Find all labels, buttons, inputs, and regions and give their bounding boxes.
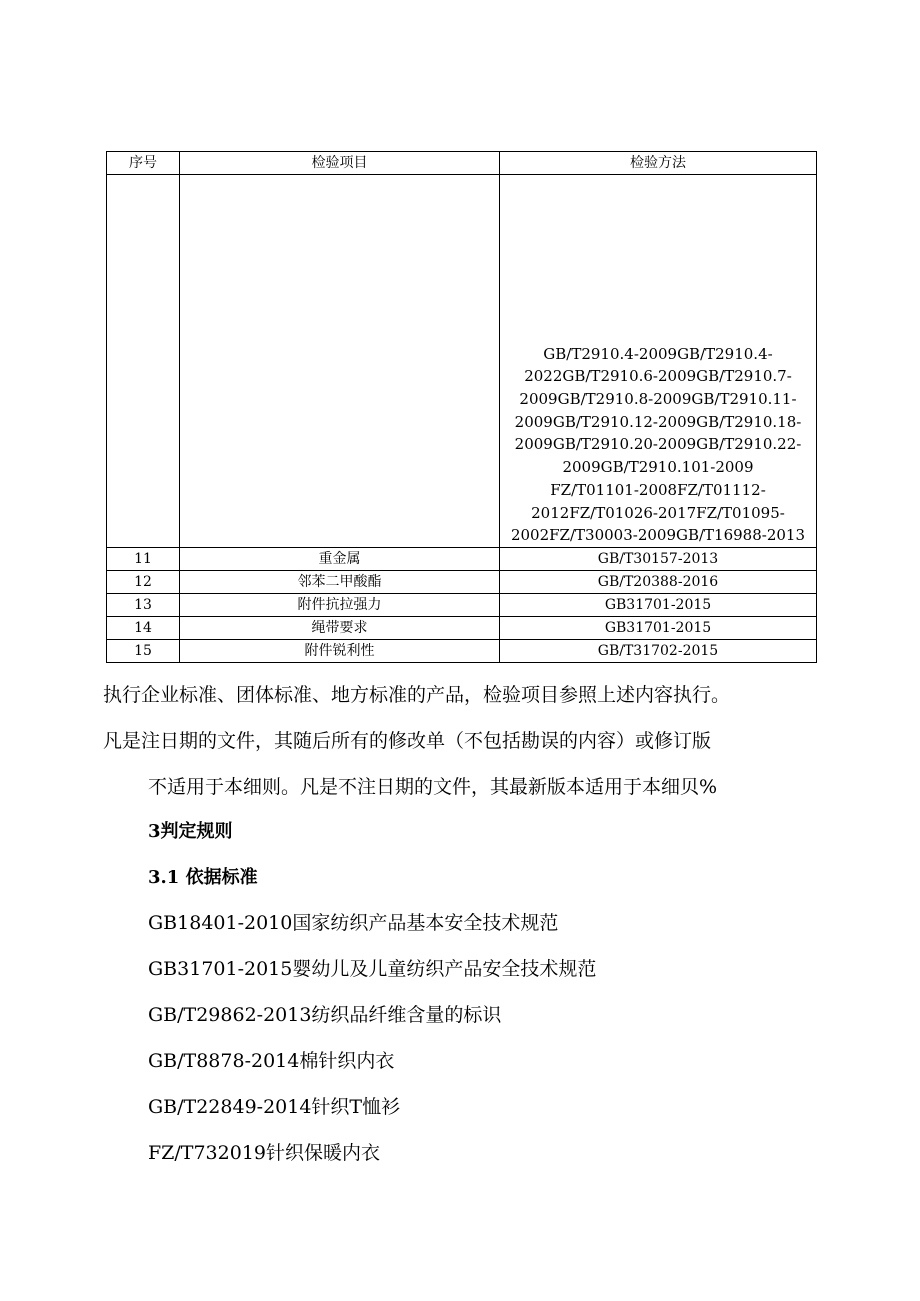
subsection-heading: 3.1 依据标准 xyxy=(148,867,258,888)
standard-item: GB/T22849-2014针织T恤衫 xyxy=(148,1096,401,1118)
method-line: 2022GB/T2910.6-2009GB/T2910.7- xyxy=(524,367,792,386)
table-row xyxy=(107,548,817,571)
table-row xyxy=(107,175,817,548)
table-header-row xyxy=(107,152,817,175)
method-line: 2009GB/T2910.8-2009GB/T2910.11- xyxy=(519,390,797,409)
method-line: 2009GB/T2910.20-2009GB/T2910.22- xyxy=(514,435,802,454)
cell-method: GB/T20388-2016 xyxy=(500,571,817,594)
cell-serial: 14 xyxy=(107,617,180,640)
standard-item: GB18401-2010国家纺织产品基本安全技术规范 xyxy=(148,912,559,934)
cell-item: 附件锐利性 xyxy=(180,640,500,663)
cell-method xyxy=(500,175,817,548)
table-row xyxy=(107,640,817,663)
cell-serial xyxy=(107,175,180,548)
standard-item: GB/T29862-2013纺织品纤维含量的标识 xyxy=(148,1004,502,1026)
cell-item: 附件抗拉强力 xyxy=(180,594,500,617)
method-lines xyxy=(500,343,816,547)
cell-item: 绳带要求 xyxy=(180,617,500,640)
paragraph-undated-docs: 不适用于本细则。凡是不注日期的文件，其最新版本适用于本细贝% xyxy=(148,776,718,798)
standard-item: FZ/T732019针织保暖内衣 xyxy=(148,1142,380,1164)
paragraph-scope: 执行企业标准、团体标准、地方标准的产品，检验项目参照上述内容执行。 xyxy=(103,684,731,706)
method-line: 2002FZ/T30003-2009GB/T16988-2013 xyxy=(510,526,806,545)
table-row xyxy=(107,617,817,640)
method-line: 2009GB/T2910.101-2009 xyxy=(562,458,754,477)
method-line: 2012FZ/T01026-2017FZ/T01095- xyxy=(531,503,785,522)
method-line: GB/T2910.4-2009GB/T2910.4- xyxy=(543,344,773,363)
cell-serial: 13 xyxy=(107,594,180,617)
cell-method: GB/T30157-2013 xyxy=(500,548,817,571)
method-line: 2009GB/T2910.12-2009GB/T2910.18- xyxy=(514,412,802,431)
cell-item xyxy=(180,175,500,548)
cell-method: GB31701-2015 xyxy=(500,617,817,640)
cell-method: GB/T31702-2015 xyxy=(500,640,817,663)
cell-method: GB31701-2015 xyxy=(500,594,817,617)
standard-item: GB/T8878-2014棉针织内衣 xyxy=(148,1050,395,1072)
cell-serial: 12 xyxy=(107,571,180,594)
cell-serial: 15 xyxy=(107,640,180,663)
header-method: 检验方法 xyxy=(500,152,817,175)
inspection-table xyxy=(106,151,817,663)
section-heading: 3判定规则 xyxy=(148,821,233,842)
cell-serial: 11 xyxy=(107,548,180,571)
header-serial: 序号 xyxy=(107,152,180,175)
cell-item: 邻苯二甲酸酯 xyxy=(180,571,500,594)
table-row xyxy=(107,571,817,594)
method-line: FZ/T01101-2008FZ/T01112- xyxy=(550,480,766,499)
standard-item: GB31701-2015婴幼儿及儿童纺织产品安全技术规范 xyxy=(148,958,597,980)
paragraph-dated-docs: 凡是注日期的文件，其随后所有的修改单（不包括勘误的内容）或修订版 xyxy=(103,730,712,752)
table-row xyxy=(107,594,817,617)
cell-item: 重金属 xyxy=(180,548,500,571)
header-item: 检验项目 xyxy=(180,152,500,175)
